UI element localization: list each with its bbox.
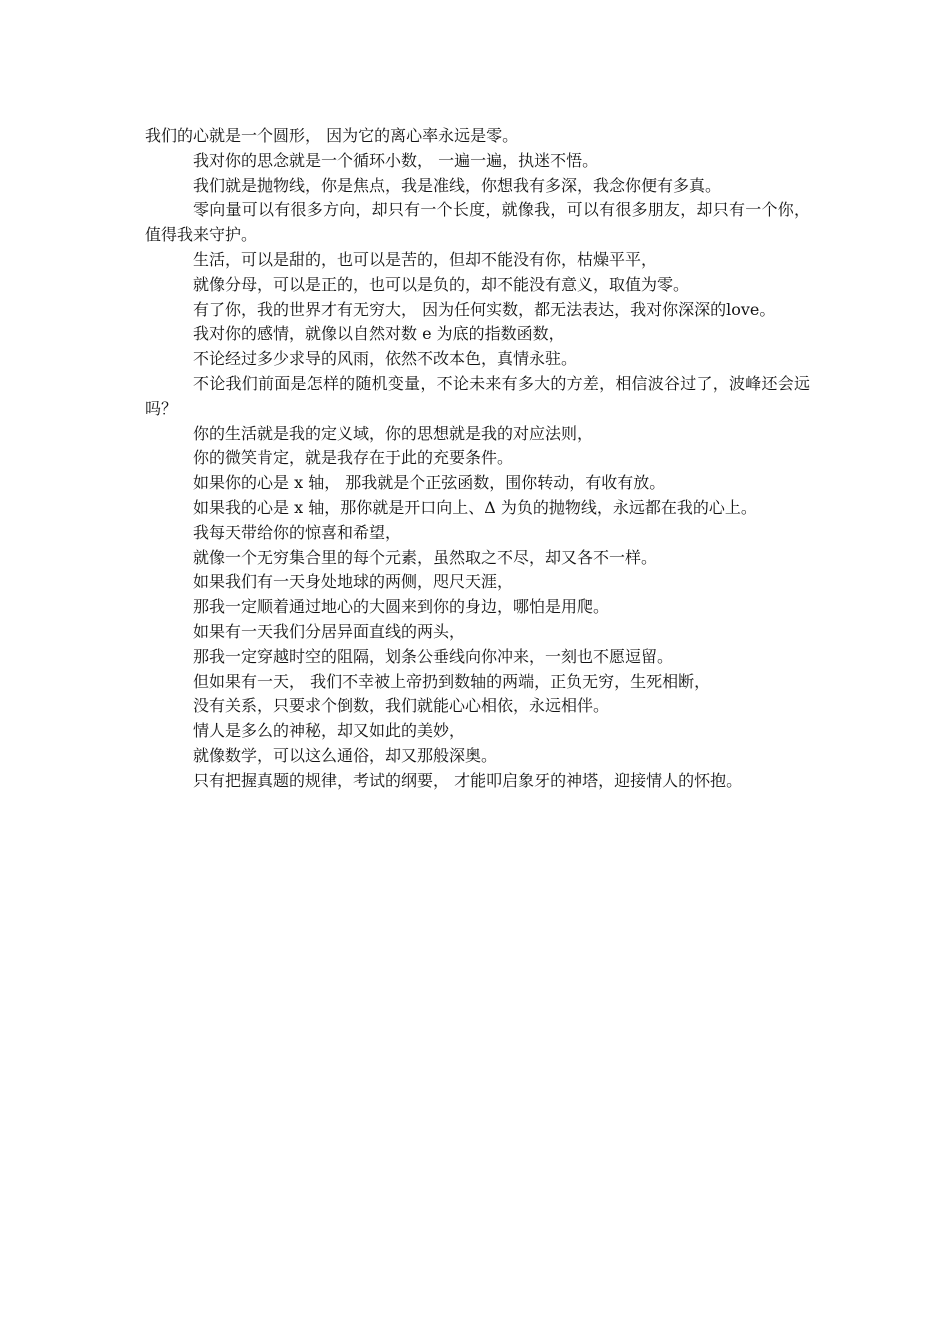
paragraph-3: 我们就是抛物线，你是焦点，我是准线，你想我有多深，我念你便有多真。 xyxy=(193,175,722,195)
paragraph-20: 那我一定穿越时空的阻隔，划条公垂线向你冲来，一刻也不愿逗留。 xyxy=(193,646,674,666)
paragraph-24: 就像数学，可以这么通俗，却又那般深奥。 xyxy=(193,745,498,765)
paragraph-23: 情人是多么的神秘，却又如此的美妙， xyxy=(193,721,466,741)
paragraph-11: 你的生活就是我的定义域，你的思想就是我的对应法则， xyxy=(193,423,594,443)
paragraph-12: 你的微笑肯定，就是我存在于此的充要条件。 xyxy=(193,448,514,468)
paragraph-25: 只有把握真题的规律，考试的纲要， 才能叩启象牙的神塔，迎接情人的怀抱。 xyxy=(193,770,743,790)
paragraph-9: 不论经过多少求导的风雨，依然不改本色，真情永驻。 xyxy=(193,349,578,369)
paragraph-18: 那我一定顺着通过地心的大圆来到你的身边，哪怕是用爬。 xyxy=(193,597,610,617)
paragraph-16: 就像一个无穷集合里的每个元素，虽然取之不尽，却又各不一样。 xyxy=(193,547,658,567)
paragraph-10: 不论我们前面是怎样的随机变量，不论未来有多大的方差，相信波谷过了，波峰还会远吗？ xyxy=(145,373,810,418)
paragraph-22: 没有关系，只要求个倒数，我们就能心心相依，永远相伴。 xyxy=(193,696,610,716)
paragraph-8: 我对你的感情，就像以自然对数 e 为底的指数函数， xyxy=(193,324,565,344)
paragraph-15: 我每天带给你的惊喜和希望， xyxy=(193,522,402,542)
paragraph-13: 如果你的心是 x 轴， 那我就是个正弦函数，围你转动，有收有放。 xyxy=(193,473,666,493)
paragraph-21: 但如果有一天， 我们不幸被上帝扔到数轴的两端，正负无穷，生死相断， xyxy=(193,671,711,691)
paragraph-4: 零向量可以有很多方向，却只有一个长度，就像我，可以有很多朋友，却只有一个你，值得我来守护。 xyxy=(145,200,810,245)
document-body xyxy=(145,124,810,794)
paragraph-6: 就像分母，可以是正的，也可以是负的，却不能没有意义，取值为零。 xyxy=(193,274,690,294)
paragraph-19: 如果有一天我们分居异面直线的两头， xyxy=(193,621,466,641)
paragraph-5: 生活，可以是甜的，也可以是苦的，但却不能没有你，枯燥平平， xyxy=(193,249,658,269)
paragraph-1: 我们的心就是一个圆形， 因为它的离心率永远是零。 xyxy=(145,126,519,145)
paragraph-7: 有了你，我的世界才有无穷大， 因为任何实数，都无法表达，我对你深深的love。 xyxy=(193,299,776,319)
paragraph-17: 如果我们有一天身处地球的两侧，咫尺天涯， xyxy=(193,572,514,592)
paragraph-14: 如果我的心是 x 轴，那你就是开口向上、Δ 为负的抛物线，永远都在我的心上。 xyxy=(193,497,757,517)
paragraph-2: 我对你的思念就是一个循环小数， 一遍一遍，执迷不悟。 xyxy=(193,150,599,170)
